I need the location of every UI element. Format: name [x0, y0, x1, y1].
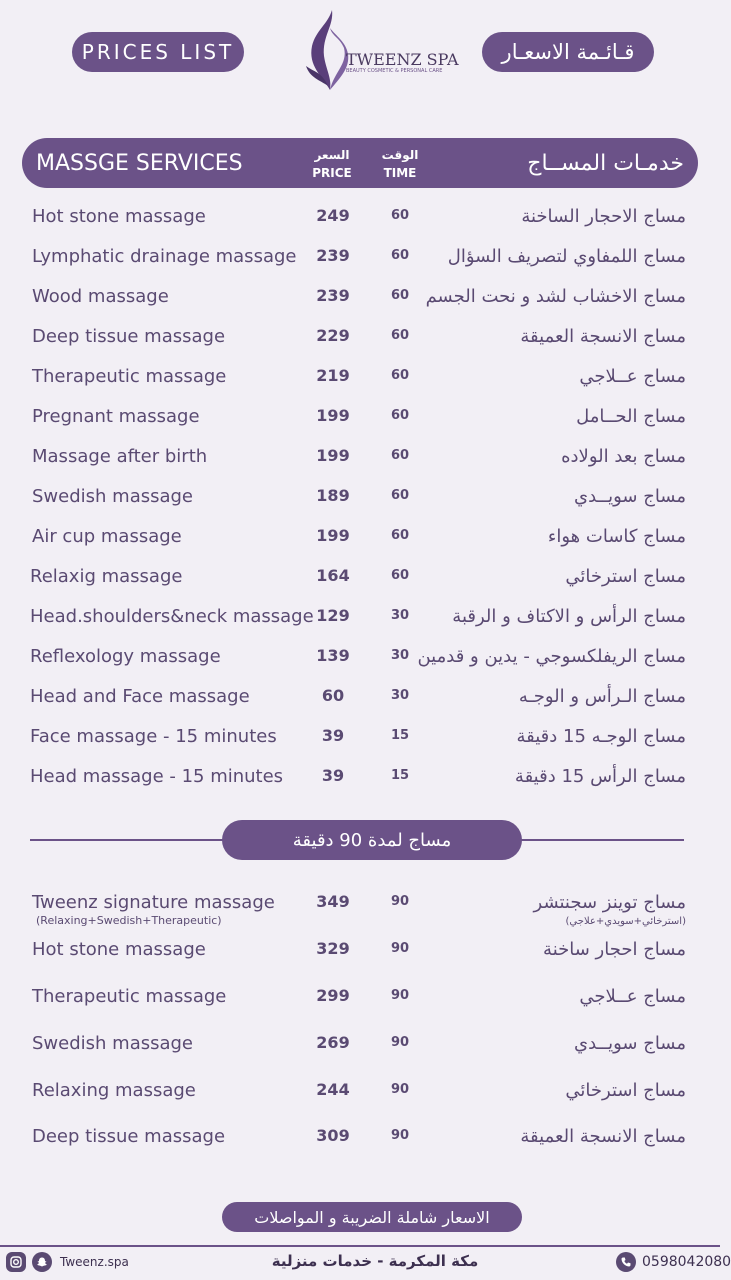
phone-icon[interactable]: [616, 1252, 636, 1272]
location-text: مكة المكرمة - خدمات منزلية: [271, 1252, 479, 1270]
service-price: 199: [316, 446, 350, 465]
service-time: 60: [390, 488, 410, 503]
service-price: 269: [316, 1033, 350, 1052]
snapchat-icon[interactable]: [32, 1252, 52, 1272]
service-name-en: Pregnant massage: [32, 406, 200, 427]
service-name-en: Air cup massage: [32, 526, 182, 547]
service-time: 90: [390, 988, 410, 1003]
tax-note: الاسعار شاملة الضريبة و المواصلات: [222, 1202, 522, 1232]
service-time: 60: [390, 528, 410, 543]
service-time: 30: [390, 608, 410, 623]
service-name-ar: مساج الرأس و الاكتاف و الرقبة: [452, 606, 686, 627]
service-price: 329: [316, 939, 350, 958]
service-time: 60: [390, 328, 410, 343]
service-time: 90: [390, 894, 410, 909]
service-name-ar: مساج الوجـه 15 دقيقة: [516, 726, 686, 747]
service-name-en: Relaxing massage: [32, 1080, 196, 1101]
service-name-ar: مساج الانسجة العميقة: [520, 1126, 686, 1147]
price-column-header: [302, 146, 362, 182]
brand-tagline: BEAUTY COSMETIC & PERSONAL CARE: [346, 68, 443, 74]
service-price: 239: [316, 286, 350, 305]
social-handle[interactable]: Tweenz.spa: [60, 1255, 129, 1269]
service-name-ar: مساج بعد الولاده: [561, 446, 686, 467]
service-name-en: Swedish massage: [32, 486, 194, 507]
service-name-en: Relaxig massage: [30, 566, 183, 587]
service-name-ar: مساج استرخائي: [565, 1080, 686, 1101]
service-time: 15: [390, 768, 410, 783]
service-price: 349: [316, 892, 350, 911]
service-time: 60: [390, 288, 410, 303]
service-row: [0, 198, 720, 238]
service-price: 39: [321, 726, 345, 745]
service-name-en: Head massage - 15 minutes: [30, 766, 284, 787]
service-time: 60: [390, 568, 410, 583]
service-name-en: Tweenz signature massage: [32, 892, 275, 913]
service-price: 244: [316, 1080, 350, 1099]
service-row: [0, 718, 720, 758]
spa-logo: [300, 6, 459, 94]
service-row: [0, 398, 720, 438]
service-time: 15: [390, 728, 410, 743]
services-title-ar: خدمـات المســاج: [527, 150, 684, 176]
service-name-ar: مساج الحــامل: [576, 406, 686, 427]
service-name-ar: مساج عــلاجي: [579, 366, 686, 387]
service-time: 60: [390, 408, 410, 423]
service-time: 60: [390, 368, 410, 383]
service-name-en: Deep tissue massage: [32, 1126, 226, 1147]
service-time: 30: [390, 648, 410, 663]
service-name-ar: مساج كاسات هواء: [547, 526, 686, 547]
service-row: [0, 518, 720, 558]
service-name-en: Lymphatic drainage massage: [32, 246, 297, 267]
service-price: 129: [316, 606, 350, 625]
service-name-ar: مساج توينز سجنتشر: [533, 892, 686, 913]
service-row: [0, 1025, 720, 1065]
service-name-en: Wood massage: [32, 286, 169, 307]
service-row: [0, 978, 720, 1018]
price-header-ar: السعر: [314, 148, 350, 162]
service-name-ar: مساج الريفلكسوجي - يدين و قدمين: [417, 646, 686, 667]
time-header-ar: الوقت: [381, 148, 419, 162]
service-subtitle-en: (Relaxing+Swedish+Therapeutic): [36, 914, 222, 927]
service-row: [0, 598, 720, 638]
service-name-ar: مساج الاحجار الساخنة: [521, 206, 686, 227]
service-name-en: Head and Face massage: [30, 686, 250, 707]
service-name-ar: مساج الـرأس و الوجـه: [518, 686, 686, 707]
service-row: [0, 238, 720, 278]
service-price: 299: [316, 986, 350, 1005]
service-time: 60: [390, 248, 410, 263]
service-name-ar: مساج الاخشاب لشد و نحت الجسم: [425, 286, 686, 307]
service-price: 239: [316, 246, 350, 265]
service-row: [0, 884, 720, 927]
service-name-ar: مساج استرخائي: [565, 566, 686, 587]
service-name-ar: مساج احجار ساخنة: [543, 939, 686, 960]
service-name-ar: مساج سويــدي: [574, 1033, 686, 1054]
service-name-en: Hot stone massage: [32, 939, 206, 960]
service-price: 229: [316, 326, 350, 345]
service-name-en: Swedish massage: [32, 1033, 194, 1054]
section-90-title: مساج لمدة 90 دقيقة: [222, 820, 522, 860]
service-name-en: Therapeutic massage: [32, 986, 227, 1007]
service-price: 219: [316, 366, 350, 385]
footer-divider: [0, 1245, 720, 1247]
price-header-en: PRICE: [312, 166, 352, 180]
service-price: 199: [316, 406, 350, 425]
service-name-en: Deep tissue massage: [32, 326, 226, 347]
service-name-en: Head.shoulders&neck massage: [30, 606, 314, 627]
service-time: 90: [390, 1082, 410, 1097]
service-name-ar: مساج الانسجة العميقة: [520, 326, 686, 347]
service-time: 90: [390, 1035, 410, 1050]
time-header-en: TIME: [383, 166, 417, 180]
service-row: [0, 638, 720, 678]
instagram-icon[interactable]: [6, 1252, 26, 1272]
service-name-ar: مساج عــلاجي: [579, 986, 686, 1007]
service-row: [0, 1118, 720, 1158]
service-row: [0, 678, 720, 718]
service-time: 30: [390, 688, 410, 703]
service-row: [0, 931, 720, 971]
service-price: 60: [321, 686, 345, 705]
service-subtitle-ar: (استرخائي+سويدي+علاجي): [565, 916, 686, 927]
prices-list-label: PRICES LIST: [72, 32, 244, 72]
service-name-en: Hot stone massage: [32, 206, 206, 227]
service-row: [0, 318, 720, 358]
service-name-en: Face massage - 15 minutes: [30, 726, 277, 747]
service-row: [0, 758, 720, 798]
phone-number[interactable]: 0598042080: [642, 1254, 731, 1270]
service-name-ar: مساج الرأس 15 دقيقة: [514, 766, 686, 787]
service-price: 249: [316, 206, 350, 225]
service-time: 90: [390, 1128, 410, 1143]
service-row: [0, 558, 720, 598]
service-name-en: Reflexology massage: [30, 646, 221, 667]
service-name-en: Massage after birth: [32, 446, 208, 467]
service-row: [0, 358, 720, 398]
service-price: 199: [316, 526, 350, 545]
services-title-en: MASSGE SERVICES: [36, 150, 243, 176]
service-name-en: Therapeutic massage: [32, 366, 227, 387]
service-time: 60: [390, 208, 410, 223]
service-time: 60: [390, 448, 410, 463]
service-name-ar: مساج سويــدي: [574, 486, 686, 507]
service-row: [0, 478, 720, 518]
service-time: 90: [390, 941, 410, 956]
service-price: 309: [316, 1126, 350, 1145]
service-row: [0, 278, 720, 318]
time-column-header: [370, 146, 430, 182]
service-row: [0, 1072, 720, 1112]
service-row: [0, 438, 720, 478]
service-name-ar: مساج اللمفاوي لتصريف السؤال: [447, 246, 686, 267]
brand-name: TWEENZ SPA: [346, 50, 459, 69]
prices-list-label-ar: قـائـمة الاسعـار: [482, 32, 654, 72]
service-price: 139: [316, 646, 350, 665]
service-price: 39: [321, 766, 345, 785]
service-price: 164: [316, 566, 350, 585]
service-price: 189: [316, 486, 350, 505]
